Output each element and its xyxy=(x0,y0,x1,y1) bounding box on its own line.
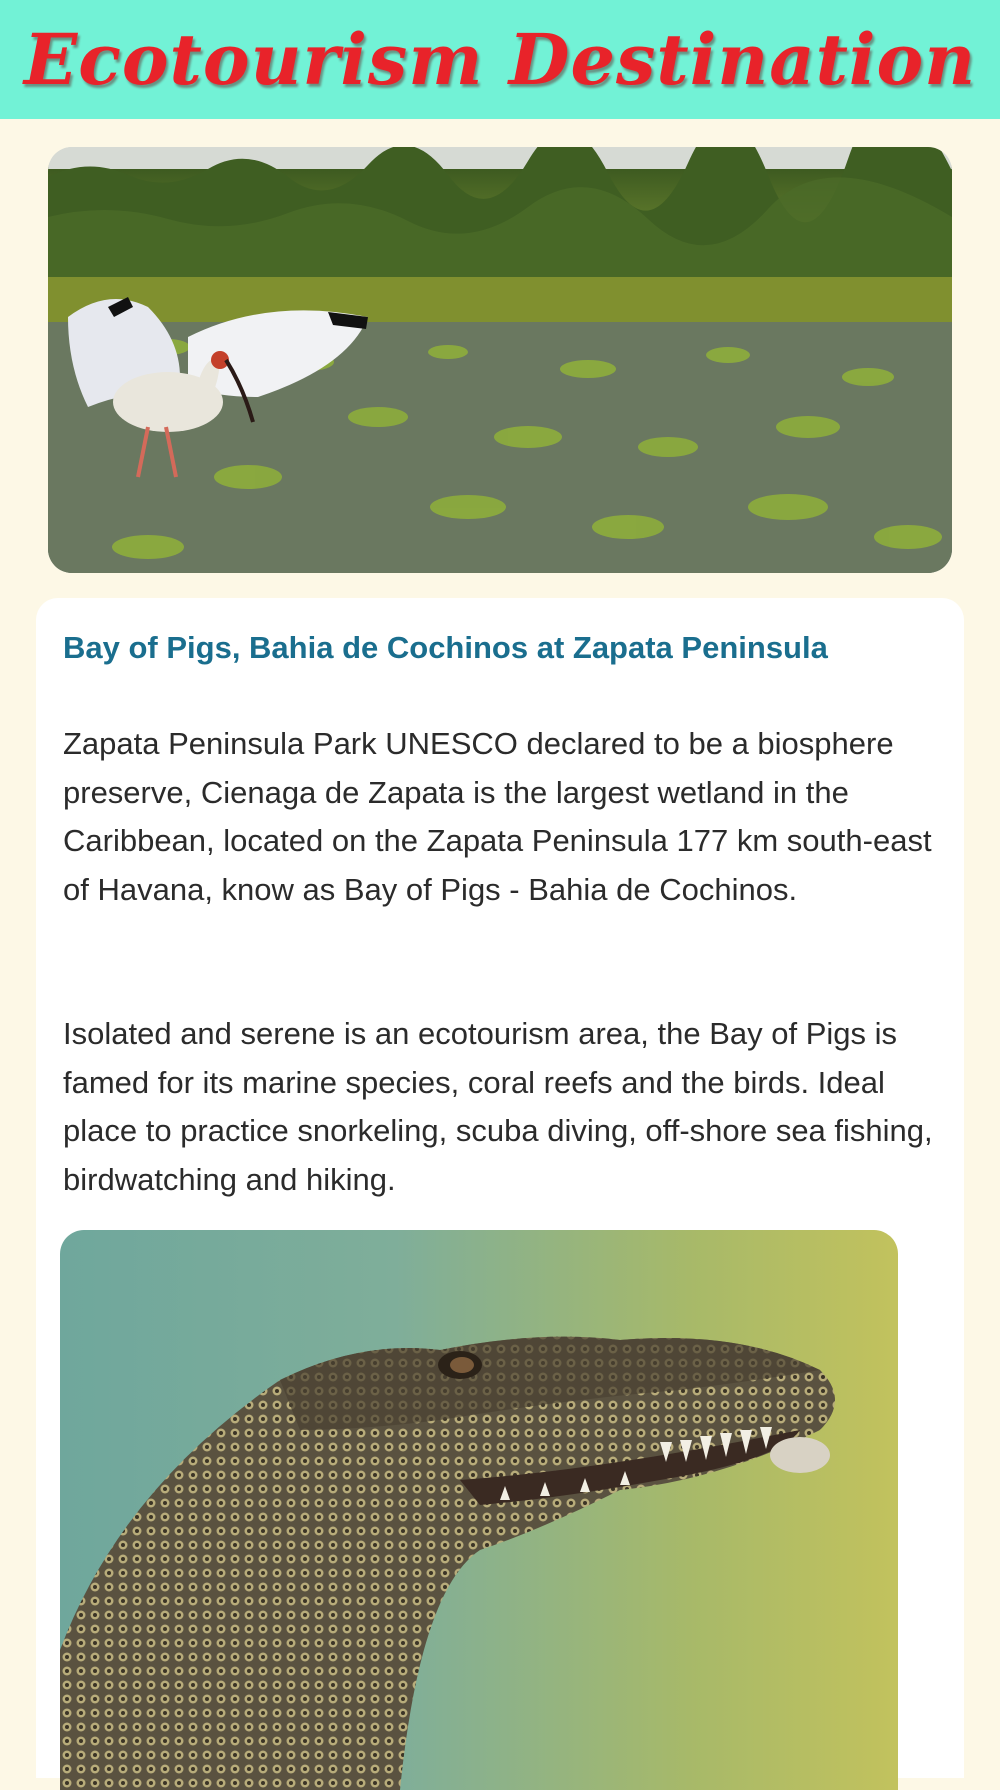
article-title: Bay of Pigs, Bahia de Cochinos at Zapata Peninsula xyxy=(63,630,828,665)
site-header xyxy=(0,0,1000,119)
site-title: Ecotourism Destination xyxy=(23,18,977,101)
crocodile-photo xyxy=(60,1230,898,1790)
crocodile-illustration xyxy=(60,1230,898,1790)
ibis-wetland-illustration xyxy=(48,147,952,573)
article-paragraph: Zapata Peninsula Park UNESCO declared to be a biosphere preserve, Cienaga de Zapata is the largest wetland in the Caribbean, located on the Zapata Peninsula 177 km south-east of Havana, know as Bay of Pigs - Bahia de Cochinos. xyxy=(63,726,932,907)
hero-photo-ibis-wetland xyxy=(48,147,952,573)
article-paragraph: Isolated and serene is an ecotourism area, the Bay of Pigs is famed for its marine species, coral reefs and the birds. Ideal place to practice snorkeling, scuba diving, off-shore sea fishing, birdwatching and hiking. xyxy=(63,1016,933,1197)
